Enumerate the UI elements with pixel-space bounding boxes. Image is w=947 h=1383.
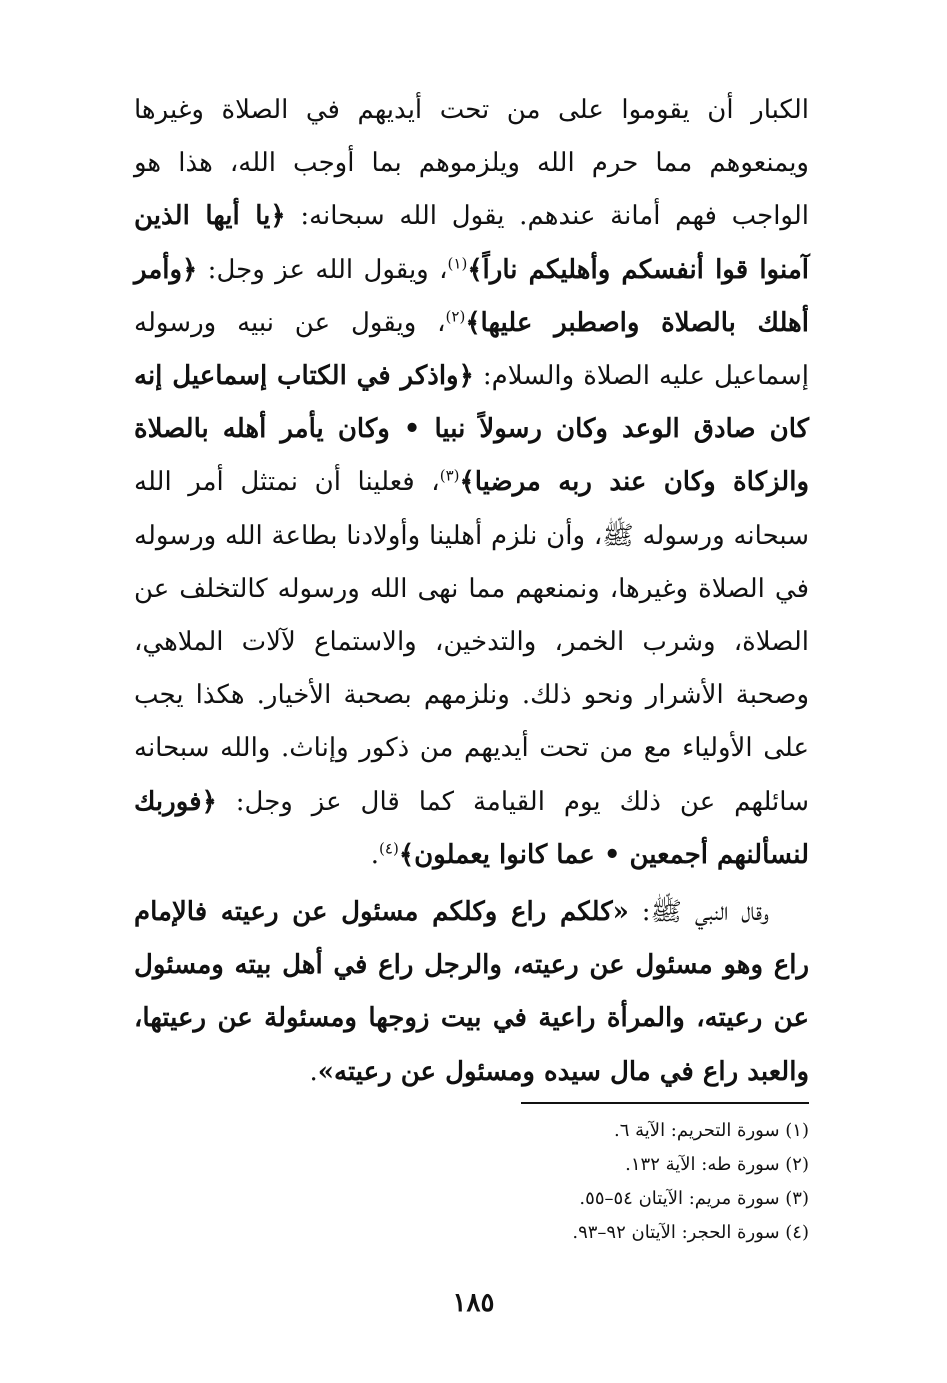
footnote-ref: (٤)	[379, 839, 399, 858]
footnote-divider	[521, 1102, 809, 1104]
footnote-ref: (١)	[447, 253, 468, 272]
footnote-item: (٣) سورة مريم: الآيتان ٥٤–٥٥.	[579, 1188, 809, 1209]
quran-quote: ﴿واذكر في الكتاب إسماعيل إنه كان صادق الوعد وكان رسولاً نبيا • وكان يأمر أهله بالصلاة والزكاة وكان عند ربه مرضيا﴾	[134, 361, 810, 498]
main-text	[134, 84, 809, 1099]
footnote-list	[134, 1114, 809, 1250]
text-segment: .	[370, 839, 380, 870]
hadith-quote: «كلكم راع وكلكم مسئول عن رعيته فالإمام راع وهو مسئول عن رعيته، والرجل راع في أهل بيته ومسئول عن رعيته، والمرأة راعية في بيت زوجها ومسئولة عن رعيتها، والعبد راع في مال سيده ومسئول عن رعيته»	[134, 897, 809, 1087]
text-segment: وقال النبي ﷺ:	[628, 897, 770, 928]
page-number: ١٨٥	[452, 1288, 495, 1318]
text-segment: ، ويقول الله عز وجل:	[197, 254, 448, 285]
quran-quote: ﴿وأمر أهلك بالصلاة واصطبر عليها﴾	[134, 254, 809, 338]
footnote-item: (٢) سورة طه: الآية ١٣٢.	[625, 1154, 809, 1175]
footnotes	[134, 1102, 809, 1250]
footnote-item: (٤) سورة الحجر: الآيتان ٩٢–٩٣.	[572, 1222, 809, 1243]
text-segment: الكبار أن يقوموا على من تحت أيديهم في الصلاة وغيرها ويمنعوهم مما حرم الله ويلزموهم بما أوجب الله، هذا هو الواجب فهم أمانة عندهم. يقول الله سبحانه:	[134, 95, 809, 232]
paragraph-2	[134, 886, 809, 1099]
text-segment: .	[309, 1056, 318, 1087]
text-segment: ، فعلينا أن نمتثل أمر الله سبحانه ورسوله ﷺ، وأن نلزم أهلينا وأولادنا بطاعة الله ورسوله في الصلاة وغيرها، ونمنعهم مما نهى الله ورسوله كالتخلف عن الصلاة، وشرب الخمر، والتدخين، والاستماع لآلات الملاهي، وصحبة الأشرار ونحو ذلك. ونلزمهم بصحبة الأخيار. هكذا يجب على الأولياء مع من تحت أيديهم من ذكور وإناث. والله سبحانه سائلهم عن ذلك يوم القيامة كما قال عز وجل:	[134, 467, 809, 817]
footnote-item: (١) سورة التحريم: الآية ٦.	[614, 1120, 809, 1141]
text-segment: ، ويقول عن نبيه ورسوله إسماعيل عليه الصلاة والسلام:	[134, 307, 810, 392]
footnote-ref: (٣)	[439, 466, 460, 485]
quran-quote: ﴿فوربك لنسألنهم أجمعين • عما كانوا يعملون﴾	[134, 786, 809, 870]
footnote-ref: (٢)	[445, 307, 466, 326]
paragraph-1	[134, 84, 809, 882]
quran-quote: ﴿يا أيها الذين آمنوا قوا أنفسكم وأهليكم ناراً﴾	[134, 201, 809, 285]
